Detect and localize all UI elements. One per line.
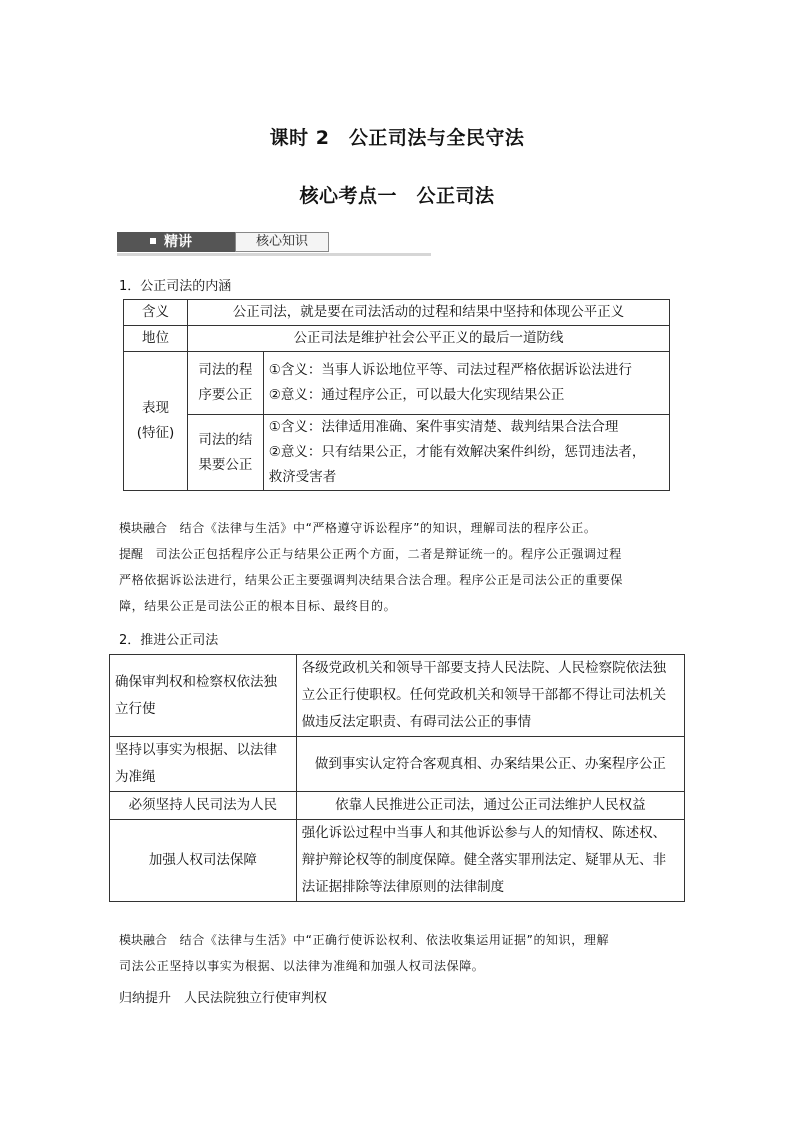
table-row [124, 300, 670, 326]
row-content: 做到事实认定符合客观真相、办案结果公正、办案程序公正 [296, 737, 684, 792]
row-label-position: 地位 [124, 326, 188, 352]
row-label-meaning: 含义 [124, 300, 188, 326]
banner-main-label: 精讲 [117, 232, 235, 252]
tip-line: 障，结果公正是司法公正的根本目标、最终目的。 [119, 599, 397, 613]
row-content: 强化诉讼过程中当事人和其他诉讼参与人的知情权、陈述权、 辩护辩论权等的制度保障。健全落实罪刑法定、疑罪从无、非 法证据排除等法律原则的法律制度 [296, 820, 684, 902]
row-label: 加强人权司法保障 [110, 820, 297, 902]
row-content: 各级党政机关和领导干部要支持人民法院、人民检察院依法独 立公正行使职权。任何党政机关和领导干部都不得让司法机关 做违反法定职责、有碍司法公正的事情 [296, 655, 684, 737]
procedure-content: ①含义：当事人诉讼地位平等、司法过程严格依据诉讼法进行 ②意义：通过程序公正，可以最大化实现结果公正 [263, 352, 669, 415]
table-row [110, 792, 685, 820]
note-line: 模块融合 结合《法律与生活》中“严格遵守诉讼程序”的知识，理解司法的程序公正。 [119, 521, 597, 535]
lesson-title: 课时 2 公正司法与全民守法 [269, 127, 525, 149]
table-row [110, 820, 685, 902]
row-label: 确保审判权和检察权依法独 立行使 [110, 655, 297, 737]
meaning-content: 公正司法，就是要在司法活动的过程和结果中坚持和体现公平正义 [187, 300, 669, 326]
section2-heading: 2．推进公正司法 [119, 633, 219, 648]
banner-sub-label: 核心知识 [235, 232, 329, 252]
module-fusion-note-2 [119, 927, 674, 979]
note-line: 司法公正坚持以事实为根据、以法律为准绳和加强人权司法保障。 [119, 959, 485, 973]
row-content: 依靠人民推进公正司法，通过公正司法维护人民权益 [296, 792, 684, 820]
banner-underline [117, 253, 431, 256]
table-row [110, 737, 685, 792]
table-row [110, 655, 685, 737]
tip-line: 提醒 司法公正包括程序公正与结果公正两个方面，二者是辩证统一的。程序公正强调过程 [119, 547, 622, 561]
justice-promotion-table [109, 654, 685, 902]
result-content: ①含义：法律适用准确、案件事实清楚、裁判结果合法合理 ②意义：只有结果公正，才能有效解决案件纠纷，惩罚违法者， 救济受害者 [263, 415, 669, 491]
procedure-label: 司法的程 序要公正 [187, 352, 263, 415]
table-row [124, 415, 670, 491]
position-content: 公正司法是维护社会公平正义的最后一道防线 [187, 326, 669, 352]
result-label: 司法的结 果要公正 [187, 415, 263, 491]
justice-meaning-table [123, 299, 670, 491]
summary-heading: 归纳提升 人民法院独立行使审判权 [119, 991, 328, 1006]
table-row [124, 326, 670, 352]
section-banner [117, 232, 431, 256]
section-title: 核心考点一 公正司法 [299, 185, 495, 207]
row-label-manifest: 表现 (特征) [124, 352, 188, 491]
note-line: 模块融合 结合《法律与生活》中“正确行使诉讼权利、依法收集运用证据”的知识，理解 [119, 933, 610, 947]
section1-heading: 1．公正司法的内涵 [119, 279, 232, 294]
table-row [124, 352, 670, 415]
row-label: 必须坚持人民司法为人民 [110, 792, 297, 820]
row-label: 坚持以事实为根据、以法律 为准绳 [110, 737, 297, 792]
module-fusion-note-1 [119, 515, 674, 619]
square-bullet-icon [150, 238, 156, 244]
tip-line: 严格依据诉讼法进行，结果公正主要强调判决结果合法合理。程序公正是司法公正的重要保 [119, 573, 624, 587]
